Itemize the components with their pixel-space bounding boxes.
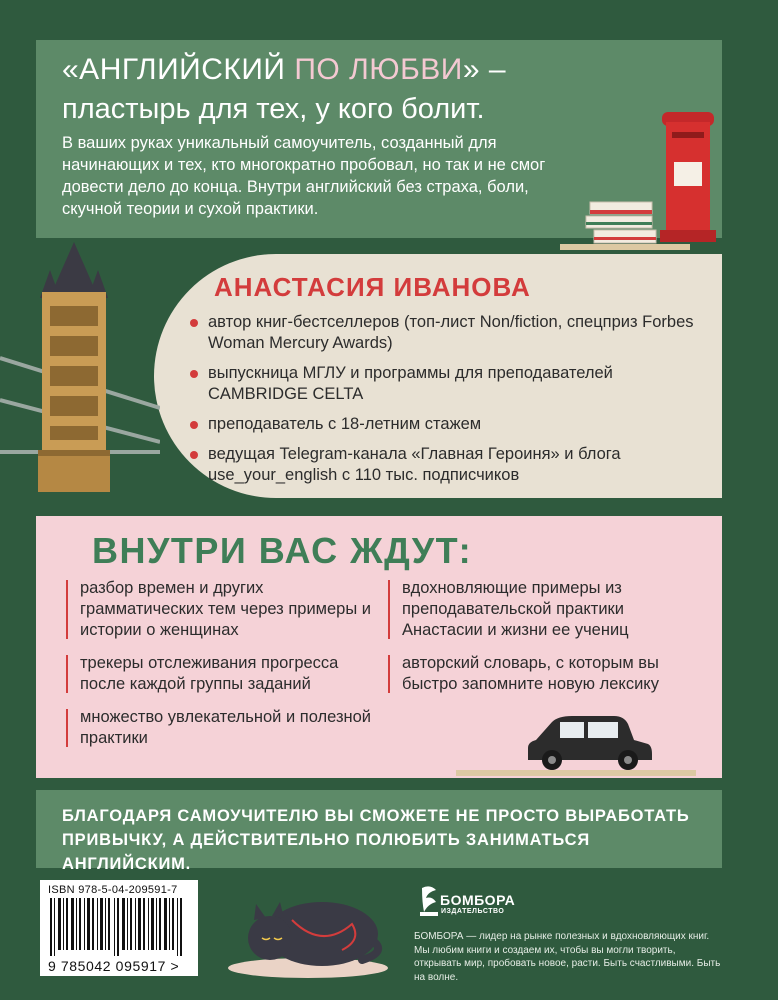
books-shelf <box>560 244 690 250</box>
achievement-item: ведущая Telegram-канала «Главная Героиня» и блога use_your_english с 110 тыс. подписчиков <box>186 444 706 486</box>
achievement-item: выпускница МГЛУ и программы для преподавателей CAMBRIDGE CELTA <box>186 363 706 405</box>
books-illustration <box>584 200 660 246</box>
inside-item: трекеры отслеживания прогресса после каждой группы заданий <box>66 653 376 695</box>
inside-item: множество увлекательной и полезной практики <box>66 707 376 749</box>
bullet-dot <box>190 319 198 327</box>
inside-left-column <box>66 578 376 761</box>
tower-bridge-illustration <box>0 240 160 496</box>
item-bar <box>66 709 68 747</box>
barcode-lines <box>48 898 192 956</box>
bullet-dot <box>190 451 198 459</box>
author-achievements <box>186 312 706 495</box>
postbox-illustration <box>658 112 718 246</box>
isbn-label: ISBN 978-5-04-209591-7 <box>48 884 178 896</box>
bullet-dot <box>190 370 198 378</box>
publisher-description: БОМБОРА — лидер на рынке полезных и вдохновляющих книг. Мы любим книги и создаем их, чтобы вы могли творить, открывать мир, пробовать новое, расти. Быть счастливыми. Быть на волне. <box>414 931 721 983</box>
title-part-accent: ПО ЛЮБВИ <box>294 53 463 86</box>
item-bar <box>66 655 68 693</box>
item-bar <box>66 580 68 639</box>
book-title <box>62 52 662 88</box>
item-bar <box>388 580 390 639</box>
inside-title: ВНУТРИ ВАС ЖДУТ: <box>92 530 473 571</box>
intro-text: В ваших руках уникальный самоучитель, созданный для начинающих и тех, кто многократно пробовал, но так и не смог довести дело до конца. Внутри английский без страха, боли, скучной теории и сухой практики. <box>62 134 546 218</box>
inside-item: авторский словарь, с которым вы быстро запомните новую лексику <box>388 653 698 695</box>
title-part-open: «АНГЛИЙСКИЙ <box>62 53 286 86</box>
inside-item: вдохновляющие примеры из преподавательской практики Анастасии и жизни ее учениц <box>388 578 698 641</box>
item-bar <box>388 655 390 693</box>
publisher-name: БОМБОРА <box>440 892 516 908</box>
publisher-subtitle: ИЗДАТЕЛЬСТВО <box>441 908 505 915</box>
inside-right-column <box>388 578 698 707</box>
inside-item: разбор времен и других грамматических тем через примеры и истории о женщинах <box>66 578 376 641</box>
bullet-dot <box>190 421 198 429</box>
title-part-close: » – <box>462 53 507 86</box>
car-shelf <box>456 770 696 776</box>
book-subtitle: пластырь для тех, у кого болит. <box>62 93 485 125</box>
publisher-logo-icon <box>418 884 440 920</box>
conclusion-text: БЛАГОДАРЯ САМОУЧИТЕЛЮ ВЫ СМОЖЕТЕ НЕ ПРОСТО ВЫРАБОТАТЬ ПРИВЫЧКУ, А ДЕЙСТВИТЕЛЬНО ПОЛЮБИТЬ ЗАНИМАТЬСЯ АНГЛИЙСКИМ. <box>62 807 690 873</box>
taxi-car-illustration <box>524 714 654 774</box>
achievement-item: преподаватель с 18-летним стажем <box>186 414 706 435</box>
barcode-digits: 9 785042 095917 > <box>48 958 180 974</box>
achievement-item: автор книг-бестселлеров (топ-лист Non/fiction, спецприз Forbes Woman Mercury Awards) <box>186 312 706 354</box>
sleeping-cat-illustration <box>222 880 392 980</box>
author-name: АНАСТАСИЯ ИВАНОВА <box>214 272 531 302</box>
